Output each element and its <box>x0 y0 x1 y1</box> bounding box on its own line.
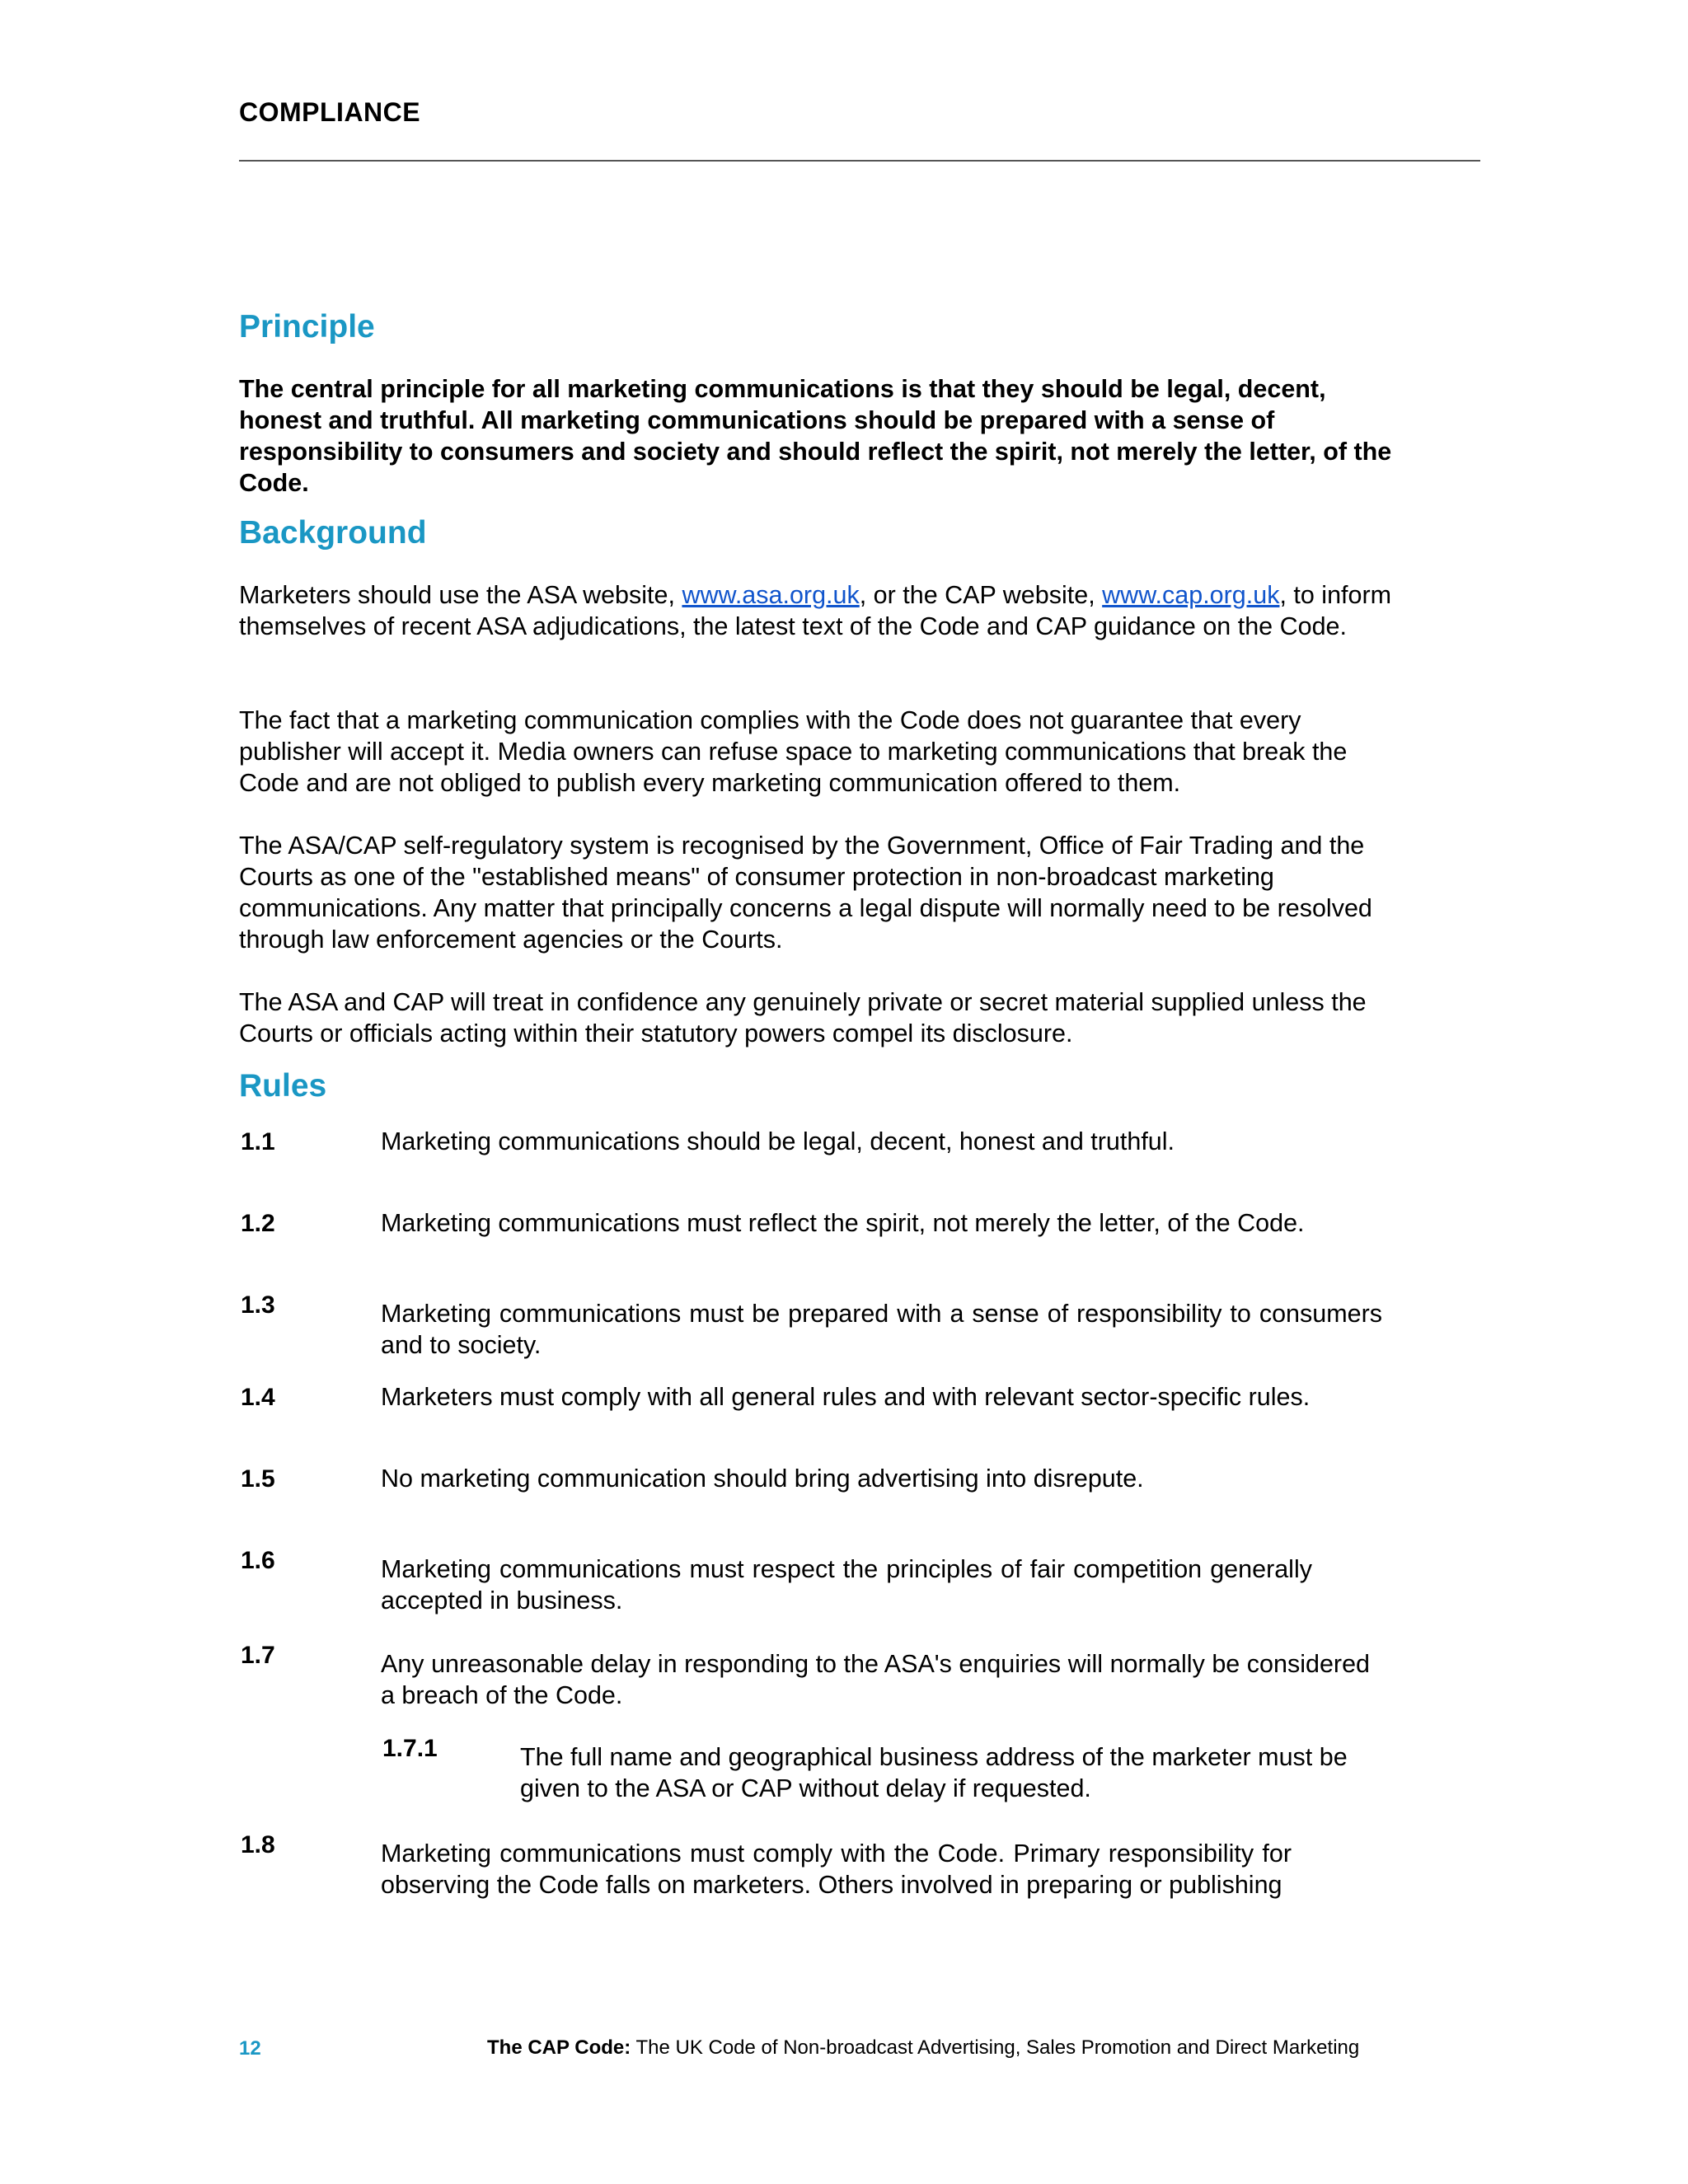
footer-title-bold: The CAP Code: <box>487 2036 631 2059</box>
background-heading: Background <box>239 515 427 551</box>
footer-title <box>487 2036 1386 2060</box>
rule-number: 1.8 <box>241 1831 275 1858</box>
background-p1-text-b: , or the CAP website, <box>859 581 1103 609</box>
rule-number: 1.5 <box>241 1465 275 1493</box>
background-paragraph-1 <box>239 579 1409 642</box>
principle-text: The central principle for all marketing communications is that they should be legal, decent, honest and truthful. All marketing communications should be prepared with a sense of responsibility to consumers and society and should reflect the spirit, not merely the letter, of the Code. <box>239 375 1392 497</box>
rule-text: Marketing communications must be prepared with a sense of responsibility to consumers and to society. <box>381 1300 1382 1359</box>
background-p1-text-a: Marketers should use the ASA website, <box>239 581 682 609</box>
asa-website-link[interactable]: www.asa.org.uk <box>682 581 860 609</box>
rule-text: Marketers must comply with all general rules and with relevant sector-specific rules. <box>381 1383 1311 1411</box>
rule-number: 1.6 <box>241 1547 275 1574</box>
rule-number: 1.7 <box>241 1642 275 1669</box>
background-paragraph-2: The fact that a marketing communication complies with the Code does not guarantee that every publisher will accept it. Media owners can refuse space to marketing communications that break the Code and are not obliged to publish every marketing communication offered to them. <box>239 706 1348 797</box>
rule-number: 1.1 <box>241 1128 275 1155</box>
page-number: 12 <box>239 2037 261 2060</box>
header-divider <box>239 160 1480 162</box>
section-header: COMPLIANCE <box>239 97 421 127</box>
rule-text: Marketing communications must reflect the spirit, not merely the letter, of the Code. <box>381 1209 1305 1237</box>
footer-title-rest: The UK Code of Non-broadcast Advertising, Sales Promotion and Direct Marketing <box>631 2036 1360 2059</box>
rule-text: Marketing communications should be legal, decent, honest and truthful. <box>381 1127 1175 1155</box>
rule-number: 1.2 <box>241 1210 275 1237</box>
subrule-number: 1.7.1 <box>382 1735 438 1762</box>
rule-text: Marketing communications must comply with the Code. Primary responsibility for observing the Code falls on marketers. Others involved in preparing or publishing <box>381 1840 1292 1899</box>
background-paragraph-3: The ASA/CAP self-regulatory system is recognised by the Government, Office of Fair Trading and the Courts as one of the "established means" of consumer protection in non-broadcast marketing communications. Any matter that principally concerns a legal dispute will normally need to be resolved through law enforcement agencies or the Courts. <box>239 832 1372 954</box>
rule-text: Any unreasonable delay in responding to the ASA's enquiries will normally be considered a breach of the Code. <box>381 1650 1370 1709</box>
background-paragraph-4: The ASA and CAP will treat in confidence any genuinely private or secret material supplied unless the Courts or officials acting within their statutory powers compel its disclosure. <box>239 988 1367 1047</box>
rule-number: 1.3 <box>241 1291 275 1319</box>
subrule-text: The full name and geographical business address of the marketer must be given to the ASA or CAP without delay if requested. <box>520 1743 1348 1802</box>
rules-heading: Rules <box>239 1068 327 1104</box>
cap-website-link[interactable]: www.cap.org.uk <box>1102 581 1280 609</box>
principle-heading: Principle <box>239 309 375 344</box>
rule-text: Marketing communications must respect the principles of fair competition generally accepted in business. <box>381 1555 1312 1615</box>
background-p1-text-c: , to inform themselves of recent ASA adjudications, the latest text of the Code and CAP guidance on the Code. <box>239 581 1392 640</box>
rule-number: 1.4 <box>241 1384 275 1411</box>
rule-text: No marketing communication should bring advertising into disrepute. <box>381 1465 1144 1493</box>
